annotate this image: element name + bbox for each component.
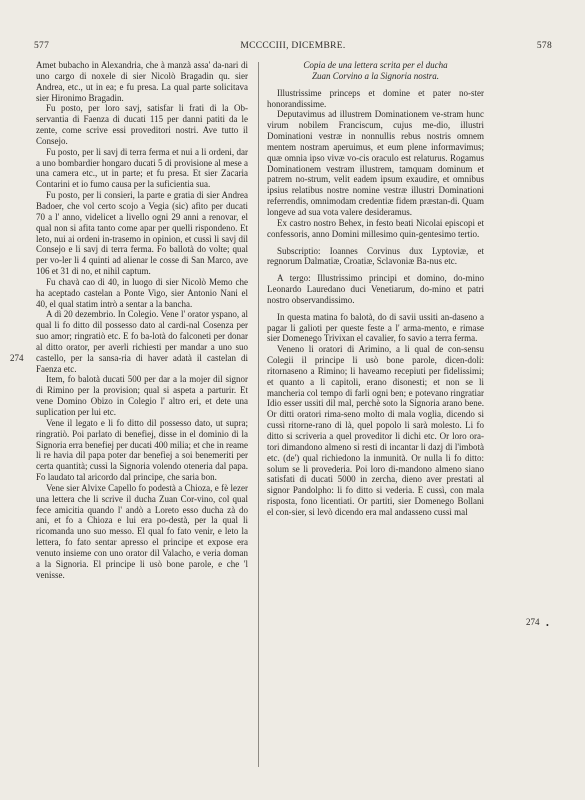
letter-paragraph: Deputavimus ad illustrem Dominationem ve-stram hunc virum nobilem Franciscum, cujus me-dio, illustri Dominationi vestræ in nonnullis rebus nostris omnem mentem nostram aperuimus, et eum plene informavimus; quæ omnia ipso vivæ vo-cis oraculo est relaturus. Rogamus Dominationem vestram illustrem, tamquam dominum et patrem no-strum, velit eadem ipsum exaudire, et omnibus ipsius relatibus nostre nomine vestræ illustri Dominationi referrendis, omnimodam credentiæ fidem præstan-di. Quam longeve ad sua vota valere desideramus.	[267, 109, 484, 217]
paragraph: Fu posto, per loro savj, satisfar li frati di la Ob-servantia di Faenza di ducati 115 per danni patiti da le zente, come scrive essi proveditori nostri. Ave tutto il Consejo.	[36, 103, 248, 146]
paragraph: A dì 20 dezembrio. In Colegio. Vene l' orator yspano, al qual li fo ditto dil possesso dato al cardi-nal Cosenza per suo amor; ringratiò etc. E fo ba-lotà do falconeti per donar al ditto orator, per averli richiesti per mandar a uno suo castello, per la sansa-ria di haver adatà il castelan di Faenza etc.	[36, 309, 248, 374]
left-column	[36, 60, 248, 581]
running-title: MCCCCIII, DICEMBRE.	[240, 41, 346, 51]
right-column	[267, 60, 484, 518]
paragraph: Veneno li oratori di Arimino, a li qual de con-sensu Colegii il principe li usò bone parole, dicen-doli: ritornaseno a Rimino; li haveamo recepiuti per fidelissimi; et quanto a li capitoli, erano disonesti; et non se li mancheria col tempo di farli ogni ben; e potevano ringratiar Idio esser ussiti dil mal, perchè soto la Signoria arano bene. Or ditti oratori rima-seno molto di mala voglia, dicendo si cussì ritorne-rano di là, quel popolo li sarà molesto. Li fo ditto si scriveria a quel proveditor li dichi etc. Or loro ora-tori dimandono almeno si resti di incantar li dazj di l'imbotà etc. (de') qual richiedono la inmunità. Or nulla li fo ditto: solum se li provederia. Poi loro di-mandono almeno siano satisfati di ducati 5000 in zercha, dieno aver prestati al signor Pandolpho: li fo ditto si vederia. E cussì, con mala risposta, fono licentiati. Or partiti, sier Domenego Bollani el con-sier, si levò dicendo era mal andasseno cussì mal	[267, 344, 484, 517]
paragraph: Fu posto, per li consieri, la parte e gratia di sier Andrea Badoer, che vol certo scojo a Vegia (sic) afito per ducati 70 a l' anno, videlicet a livello ogni 29 anni a renovar, el qual non si afita tanto come apar per quelli rispondeno. Et leto, nui ai ordeni in-trasemo in opinion, et cussì li savj dil Consejo e li savj di terra ferma. Fo ballotà do volte; qual per vo-ler li 4 quinti ad alienar le cosse di San Marco, ave 106 et 31 di no, et nihil captum.	[36, 190, 248, 277]
paragraph: In questa matina fo balotà, do di savii ussiti an-daseno a pagar li galioti per queste feste a l' arma-mento, e rimase sier Domenego Trivixan el cavalier, fo savio a terra ferma.	[267, 311, 484, 344]
letter-title-line: Zuan Corvino a la Signoria nostra.	[311, 70, 439, 81]
margin-number-right: 274	[526, 617, 540, 627]
letter-address: A tergo: Illustrissimo principi et domino, do-mino Leonardo Lauredano duci Venetiarum, do-mino et patri nostro observandissimo.	[267, 273, 484, 305]
letter-salutation: Illustrissime princeps et domine et pater no-ster honorandissime.	[267, 87, 484, 109]
margin-dot: •	[546, 621, 549, 630]
page-number-left: 577	[34, 41, 50, 51]
margin-number-left: 274	[10, 353, 24, 363]
paragraph: Vene il legato e li fo ditto dil possesso dato, ut supra; ringratiò. Poi parlato di benefiej, disse in el dominio di la Signoria erra benefiej per ducati 400 milia; et che in reame li re havia dil papa poter dar benefiej a soi benemeriti per certa quantità; cussì la Signoria volendo oteneria dal papa. Fo laudato tal aricordo dal principe, che saria bon.	[36, 417, 248, 483]
page-number-right: 578	[536, 41, 552, 51]
letter-subscription: Subscriptio: Ioannes Corvinus dux Lyptoviæ, et regnorum Dalmatiæ, Croatiæ, Sclavoniæ Ba-nus etc.	[267, 245, 484, 267]
paragraph: Fu posto, per li savj di terra ferma et nui a li ordeni, dar a uno bombardier hongaro ducati 5 di provisione al mese a una camera etc., ut in parte; et fu presa. Et sier Zacaria Contarini et io fumo causa per la suficientia sua.	[36, 146, 248, 190]
page-header	[34, 41, 552, 55]
paragraph: Fu chavà cao di 40, in luogo di sier Nicolò Memo che ha aceptado castelan a Ponte Vigo, sier Antonio Nani el 40, el qual statim intrò a sentar a la bancha.	[36, 276, 248, 309]
column-divider	[258, 62, 259, 767]
paragraph: Amet bubacho in Alexandria, che à manzà assa' da-nari di uno cargo di noxele di sier Nicolò Bragadin qu. sier Andrea, etc., ut in ea; e fu presa. La qual parte solicitava sier Hironimo Bragadin.	[36, 60, 248, 103]
letter-paragraph: Ex castro nostro Behex, in festo beati Nicolai episcopi et confessoris, anno Domini millesimo quin-gentesimo tertio.	[267, 217, 484, 239]
paragraph: Vene sier Alvixe Capello fo podestà a Chioza, e fè lezer una lettera che li scrive il ducha Zuan Cor-vino, col qual fece amicitia quando l' andò a Loreto esso ducha zà do ani, et fo a Chioza e lui era po-destà, per la qual li ricomanda uno suo messo. El qual fo fato venir, e leto la lettera, fo fato sentar apresso el principe et expose era venuto insieme con uno orator dil Valacho, e veria doman a la Signoria. El principe li usò bone parole, e che 'l venisse.	[36, 482, 248, 580]
letter-title-line: Copia de una lettera scrita per el ducha	[303, 60, 448, 70]
paragraph: Item, fo balotà ducati 500 per dar a la mojer dil signor di Rimino per la provision; qual si aspeta a parturir. Et vene Domino Obizo in Colegio l' altro eri, et dete una suplication per lui etc.	[36, 374, 248, 417]
